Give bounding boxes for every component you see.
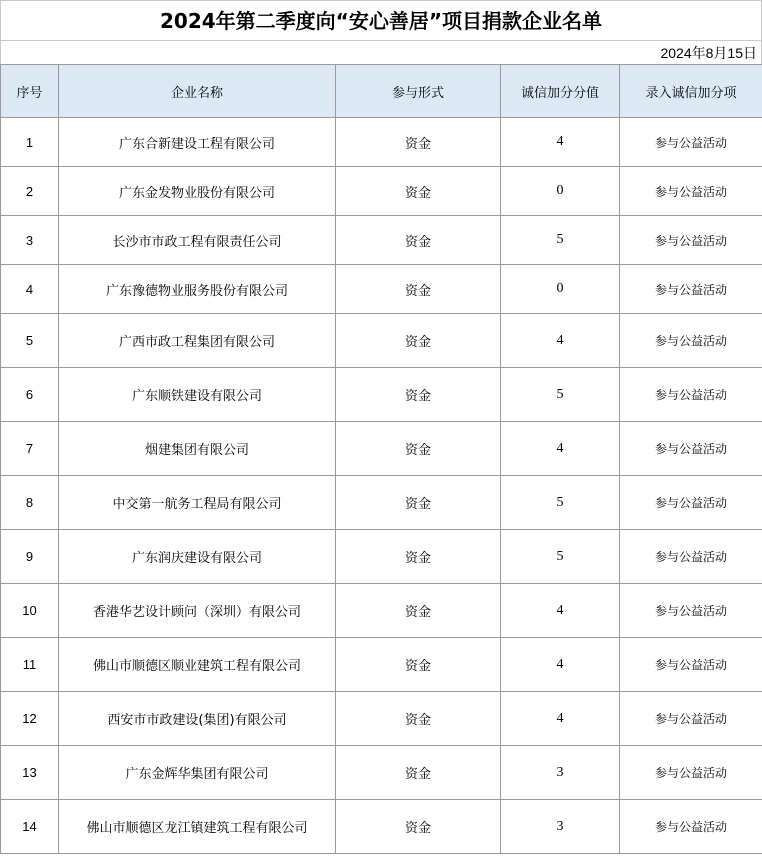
cell-no: 10 [1,584,59,638]
table-body [1,118,762,854]
cell-company: 佛山市顺德区顺业建筑工程有限公司 [59,638,336,692]
cell-company: 长沙市市政工程有限责任公司 [59,216,336,265]
table-row [1,800,762,854]
cell-no: 2 [1,167,59,216]
cell-no: 9 [1,530,59,584]
cell-form: 资金 [336,314,501,368]
table-row [1,746,762,800]
cell-form: 资金 [336,584,501,638]
cell-item: 参与公益活动 [620,422,762,476]
table-header-row [1,65,762,118]
cell-form: 资金 [336,118,501,167]
cell-item: 参与公益活动 [620,530,762,584]
cell-company: 西安市市政建设(集团)有限公司 [59,692,336,746]
cell-score: 4 [501,638,620,692]
cell-company: 广东润庆建设有限公司 [59,530,336,584]
header-company: 企业名称 [59,65,336,118]
cell-no: 11 [1,638,59,692]
cell-item: 参与公益活动 [620,746,762,800]
cell-company: 烟建集团有限公司 [59,422,336,476]
header-no: 序号 [1,65,59,118]
cell-company: 广东豫德物业服务股份有限公司 [59,265,336,314]
cell-item: 参与公益活动 [620,216,762,265]
cell-no: 3 [1,216,59,265]
cell-company: 中交第一航务工程局有限公司 [59,476,336,530]
cell-item: 参与公益活动 [620,800,762,854]
cell-form: 资金 [336,216,501,265]
cell-company: 广东金发物业股份有限公司 [59,167,336,216]
cell-score: 3 [501,746,620,800]
cell-item: 参与公益活动 [620,368,762,422]
cell-item: 参与公益活动 [620,476,762,530]
cell-form: 资金 [336,530,501,584]
table-row [1,314,762,368]
cell-item: 参与公益活动 [620,638,762,692]
cell-no: 14 [1,800,59,854]
cell-form: 资金 [336,692,501,746]
cell-score: 3 [501,800,620,854]
cell-item: 参与公益活动 [620,584,762,638]
cell-no: 4 [1,265,59,314]
cell-company: 广西市政工程集团有限公司 [59,314,336,368]
cell-no: 12 [1,692,59,746]
cell-score: 5 [501,476,620,530]
cell-no: 1 [1,118,59,167]
table-row [1,692,762,746]
cell-no: 13 [1,746,59,800]
cell-company: 香港华艺设计顾问（深圳）有限公司 [59,584,336,638]
table-row [1,476,762,530]
sheet-title: 2024年第二季度向“安心善居”项目捐款企业名单 [0,0,762,40]
cell-score: 4 [501,314,620,368]
cell-item: 参与公益活动 [620,167,762,216]
cell-score: 5 [501,368,620,422]
cell-score: 4 [501,118,620,167]
cell-score: 5 [501,216,620,265]
cell-item: 参与公益活动 [620,314,762,368]
cell-form: 资金 [336,167,501,216]
cell-score: 5 [501,530,620,584]
header-score: 诚信加分分值 [501,65,620,118]
table-row [1,584,762,638]
table-row [1,638,762,692]
cell-company: 广东金辉华集团有限公司 [59,746,336,800]
cell-score: 4 [501,692,620,746]
table-row [1,216,762,265]
table-row [1,118,762,167]
cell-no: 7 [1,422,59,476]
cell-item: 参与公益活动 [620,692,762,746]
table-row [1,167,762,216]
cell-score: 0 [501,265,620,314]
cell-company: 广东顺铁建设有限公司 [59,368,336,422]
cell-company: 佛山市顺德区龙江镇建筑工程有限公司 [59,800,336,854]
cell-no: 8 [1,476,59,530]
cell-score: 4 [501,422,620,476]
cell-form: 资金 [336,265,501,314]
header-form: 参与形式 [336,65,501,118]
cell-no: 6 [1,368,59,422]
table-row [1,422,762,476]
sheet-date: 2024年8月15日 [0,40,762,64]
donor-table [0,64,762,854]
cell-company: 广东合新建设工程有限公司 [59,118,336,167]
cell-form: 资金 [336,800,501,854]
table-row [1,265,762,314]
cell-score: 4 [501,584,620,638]
header-item: 录入诚信加分项 [620,65,762,118]
cell-score: 0 [501,167,620,216]
cell-form: 资金 [336,476,501,530]
cell-form: 资金 [336,746,501,800]
cell-form: 资金 [336,422,501,476]
cell-form: 资金 [336,368,501,422]
cell-no: 5 [1,314,59,368]
table-row [1,530,762,584]
cell-item: 参与公益活动 [620,265,762,314]
table-row [1,368,762,422]
cell-item: 参与公益活动 [620,118,762,167]
cell-form: 资金 [336,638,501,692]
